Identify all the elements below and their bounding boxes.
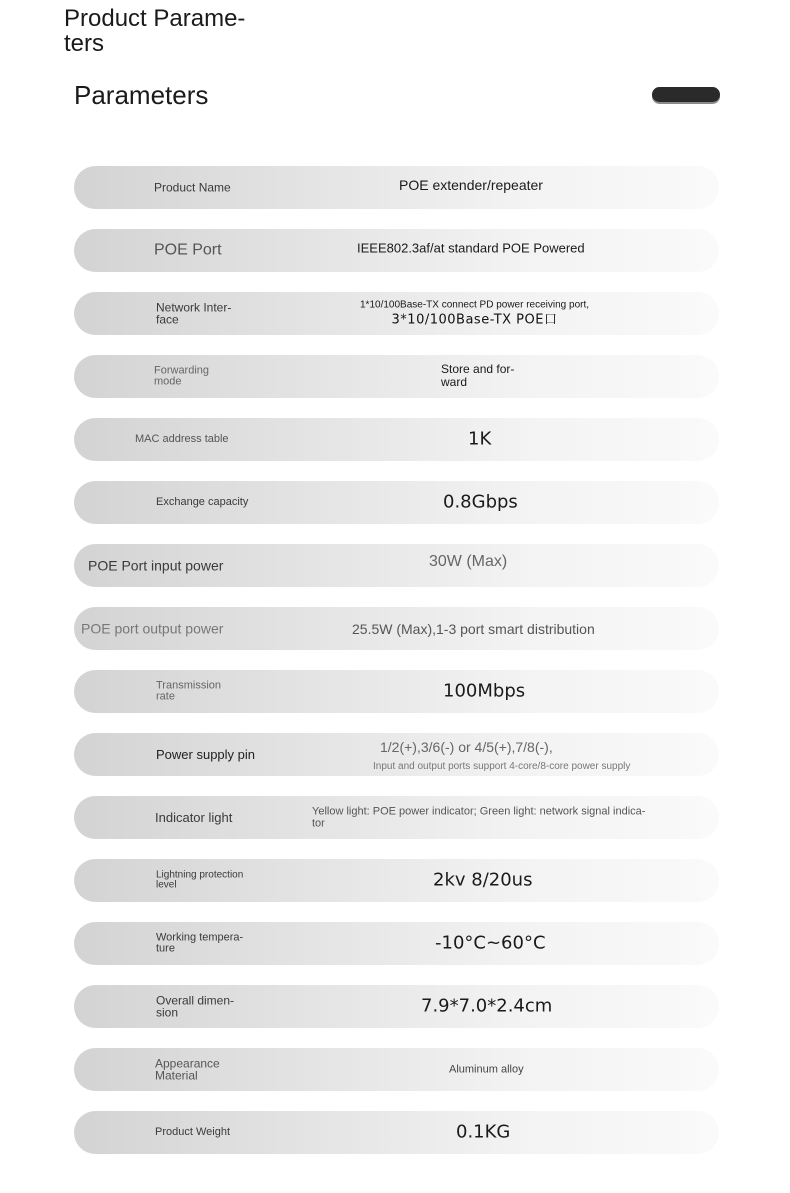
- param-label: Indicator light: [155, 809, 233, 825]
- param-label: MAC address table: [135, 432, 229, 445]
- param-row-lightning-protection: [74, 859, 719, 902]
- decorative-pill: [652, 87, 720, 102]
- param-value: Store and for- ward: [441, 361, 515, 390]
- param-value: 2kv 8/20us: [433, 869, 533, 891]
- param-label: Power supply pin: [156, 746, 255, 762]
- param-label: Forwarding mode: [154, 363, 210, 388]
- param-label: Lightning protection level: [156, 869, 244, 891]
- param-row-poe-input-power: [74, 544, 719, 587]
- param-value: -10°C~60°C: [435, 932, 546, 954]
- param-row-poe-output-power: [74, 607, 719, 650]
- param-row-network-interface: [74, 292, 719, 335]
- param-label: Transmission rate: [156, 678, 221, 703]
- param-row-poe-port: [74, 229, 719, 272]
- param-label: Product Name: [154, 180, 231, 195]
- param-value: Yellow light: POE power indicator; Green light: network signal indica- tor: [312, 804, 646, 830]
- param-value: POE extender/repeater: [399, 176, 543, 193]
- param-row-mac-address-table: [74, 418, 719, 461]
- param-value: IEEE802.3af/at standard POE Powered: [357, 240, 585, 256]
- param-value: [360, 288, 589, 339]
- param-label: POE port output power: [81, 620, 224, 637]
- param-label: Product Weight: [155, 1125, 231, 1138]
- param-row-transmission-rate: [74, 670, 719, 713]
- param-label: Overall dimen- sion: [156, 992, 235, 1020]
- param-label: Network Inter- face: [156, 299, 232, 327]
- param-row-power-supply-pin: [74, 733, 719, 776]
- param-row-forwarding-mode: [74, 355, 719, 398]
- param-row-appearance-material: [74, 1048, 719, 1091]
- param-value: 7.9*7.0*2.4cm: [421, 995, 553, 1017]
- param-value: 100Mbps: [443, 680, 526, 702]
- param-value: 30W (Max): [429, 552, 508, 570]
- param-value: [373, 723, 630, 789]
- param-value: 0.1KG: [456, 1121, 511, 1143]
- param-value: 25.5W (Max),1-3 port smart distribution: [352, 620, 595, 637]
- param-row-product-weight: [74, 1111, 719, 1154]
- param-label: Exchange capacity: [156, 495, 249, 508]
- param-value: Aluminum alloy: [449, 1063, 524, 1076]
- param-row-exchange-capacity: [74, 481, 719, 524]
- param-row-working-temperature: [74, 922, 719, 965]
- param-value-line1: 1*10/100Base-TX connect PD power receiving port,: [360, 299, 590, 311]
- param-value-main: 1/2(+),3/6(-) or 4/5(+),7/8(-),: [380, 738, 553, 755]
- param-label: Working tempera- ture: [156, 930, 244, 955]
- page-heading: Product Parame- ters: [64, 5, 246, 57]
- param-row-product-name: [74, 166, 719, 209]
- param-value-sub: Input and output ports support 4-core/8-core power supply: [373, 760, 631, 772]
- param-label: Appearance Material: [155, 1055, 220, 1083]
- param-value: 1K: [468, 428, 492, 450]
- param-label: POE Port input power: [88, 557, 224, 574]
- param-row-indicator-light: [74, 796, 719, 839]
- section-title: Parameters: [74, 80, 209, 110]
- param-value: 0.8Gbps: [443, 491, 518, 513]
- param-row-overall-dimension: [74, 985, 719, 1028]
- param-value-line2: 3*10/100Base-TX POE口: [391, 311, 558, 327]
- param-label: POE Port: [154, 241, 222, 259]
